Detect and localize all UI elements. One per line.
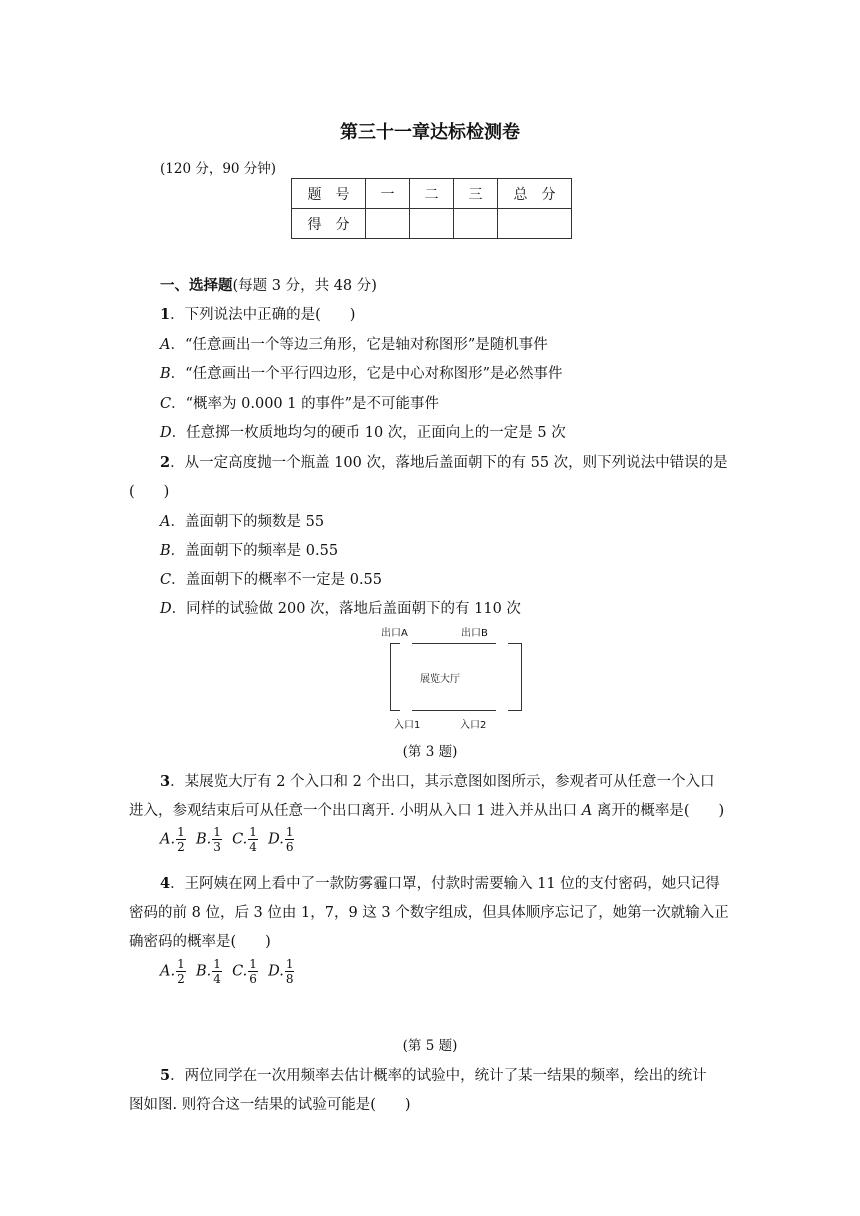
- entrance-1-label: 入口1: [394, 720, 421, 731]
- question-1-option-b: [160, 362, 562, 383]
- score-table-header-row: [292, 179, 572, 209]
- question-text: ．某展览大厅有 2 个入口和 2 个出口，其示意图如图所示，参观者可从任意一个入口: [170, 774, 715, 790]
- math-variable: A: [581, 803, 593, 819]
- fraction-denominator: 2: [177, 840, 185, 854]
- fraction-numerator: 1: [249, 825, 257, 839]
- question-text: 离开的概率是( ): [592, 803, 725, 819]
- exam-meta: (120 分，90 分钟): [160, 161, 277, 177]
- option-letter: D.: [268, 831, 284, 848]
- question-number: 4: [160, 875, 171, 892]
- fraction-numerator: 1: [213, 825, 221, 839]
- score-cell: [366, 209, 410, 239]
- fraction-denominator: 2: [177, 972, 185, 986]
- fraction-numerator: 1: [213, 957, 221, 971]
- option-letter: D.: [268, 963, 284, 980]
- fraction-denominator: 8: [285, 972, 294, 986]
- score-table: [291, 178, 572, 239]
- section-label: 一、选择题: [160, 277, 233, 294]
- option-fraction: [285, 826, 295, 853]
- option-text: ．盖面朝下的频率是 0.55: [170, 543, 339, 559]
- option-fraction: [285, 958, 295, 985]
- score-cell: [498, 209, 572, 239]
- question-2-stem-cont: ( ): [129, 484, 170, 500]
- fraction-numerator: 1: [285, 957, 294, 971]
- section-note: (每题 3 分，共 48 分): [232, 278, 377, 294]
- question-4-stem-cont: 密码的前 8 位，后 3 位由 1，7，9 这 3 个数字组成，但具体顺序忘记了，她第一次就输入正: [129, 905, 729, 921]
- option-fraction: [176, 958, 186, 985]
- exit-b-label: 出口B: [461, 628, 488, 639]
- question-text: 进入，参观结束后可从任意一个出口离开. 小明从入口 1 进入并从出口: [129, 803, 582, 819]
- exit-a-gap: [400, 641, 412, 645]
- question-number: 3: [160, 773, 171, 790]
- option-letter: B.: [195, 963, 212, 980]
- option-letter: B: [160, 543, 171, 559]
- score-header-cell: 一: [366, 179, 410, 209]
- figure-5-caption: (第 5 题): [402, 1038, 458, 1054]
- fraction-denominator: 6: [249, 972, 257, 986]
- question-text: ．两位同学在一次用频率去估计概率的试验中，统计了某一结果的频率，绘出的统计: [170, 1068, 707, 1084]
- option-fraction: [212, 826, 222, 853]
- option-letter: C: [160, 572, 172, 588]
- score-cell: [454, 209, 498, 239]
- option-fraction: [176, 826, 186, 853]
- option-letter: C: [160, 396, 172, 412]
- option-text: ．同样的试验做 200 次，落地后盖面朝下的有 110 次: [171, 601, 521, 617]
- score-header-cell: 三: [454, 179, 498, 209]
- question-3-stem: [160, 770, 714, 791]
- score-table-score-row: [292, 209, 572, 239]
- option-letter: C.: [232, 831, 248, 848]
- option-fraction: [248, 826, 258, 853]
- option-fraction: [248, 958, 258, 985]
- question-1-stem: [160, 303, 355, 324]
- question-4-stem: [160, 872, 720, 893]
- score-row-label: 得 分: [292, 209, 366, 239]
- score-header-cell: 题 号: [292, 179, 366, 209]
- option-letter: B: [160, 366, 171, 382]
- option-text: ．任意掷一枚质地均匀的硬币 10 次，正面向上的一定是 5 次: [171, 425, 566, 441]
- question-3-options: [160, 826, 295, 853]
- exit-a-label: 出口A: [381, 628, 408, 639]
- exit-b-gap: [496, 641, 508, 645]
- entrance-2-label: 入口2: [460, 720, 487, 731]
- question-5-stem-cont: 图如图. 则符合这一结果的试验可能是( ): [129, 1097, 411, 1113]
- question-2-option-a: [160, 510, 324, 531]
- option-text: ．“任意画出一个平行四边形，它是中心对称图形”是必然事件: [170, 366, 563, 382]
- question-text: ．从一定高度抛一个瓶盖 100 次，落地后盖面朝下的有 55 次，则下列说法中错误的是: [170, 455, 728, 471]
- question-4-options: [160, 958, 295, 985]
- option-letter: D: [160, 601, 172, 617]
- question-5-stem: [160, 1064, 707, 1085]
- option-letter: A: [160, 514, 171, 530]
- fraction-denominator: 3: [213, 840, 221, 854]
- option-text: ．“任意画出一个等边三角形，它是轴对称图形”是随机事件: [170, 337, 548, 353]
- hall-label: 展览大厅: [420, 674, 460, 685]
- fraction-numerator: 1: [285, 825, 294, 839]
- question-text: ．下列说法中正确的是( ): [170, 307, 356, 323]
- question-number: 1: [160, 306, 171, 323]
- question-number: 5: [160, 1067, 171, 1084]
- question-3-stem-cont: [129, 799, 724, 820]
- fraction-numerator: 1: [177, 957, 185, 971]
- score-header-cell: 总 分: [498, 179, 572, 209]
- option-text: ．盖面朝下的概率不一定是 0.55: [171, 572, 383, 588]
- question-text: ．王阿姨在网上看中了一款防雾霾口罩，付款时需要输入 11 位的支付密码，她只记得: [170, 876, 720, 892]
- option-letter: B.: [195, 831, 212, 848]
- page-title: 第三十一章达标检测卷: [340, 122, 520, 143]
- question-2-option-b: [160, 539, 338, 560]
- fraction-denominator: 4: [213, 972, 221, 986]
- option-letter: A.: [160, 831, 176, 848]
- question-2-option-c: [160, 568, 382, 589]
- option-text: ．盖面朝下的频数是 55: [170, 514, 325, 530]
- question-2-stem: [160, 451, 728, 472]
- question-1-option-a: [160, 333, 548, 354]
- score-header-cell: 二: [410, 179, 454, 209]
- option-fraction: [212, 958, 222, 985]
- question-1-option-d: [160, 421, 566, 442]
- option-text: ．“概率为 0.000 1 的事件”是不可能事件: [171, 396, 439, 412]
- fraction-denominator: 4: [249, 840, 257, 854]
- question-number: 2: [160, 454, 171, 471]
- fraction-numerator: 1: [177, 825, 185, 839]
- question-1-option-c: [160, 392, 439, 413]
- score-cell: [410, 209, 454, 239]
- option-letter: C.: [232, 963, 248, 980]
- question-4-stem-cont: 确密码的概率是( ): [129, 934, 271, 950]
- section-heading: [160, 274, 377, 295]
- entrance-1-gap: [400, 707, 412, 711]
- option-letter: D: [160, 425, 172, 441]
- option-letter: A.: [160, 963, 176, 980]
- entrance-2-gap: [496, 707, 508, 711]
- fraction-denominator: 6: [285, 840, 294, 854]
- question-2-option-d: [160, 597, 521, 618]
- option-letter: A: [160, 337, 171, 353]
- figure-3-caption: (第 3 题): [402, 744, 458, 760]
- fraction-numerator: 1: [249, 957, 257, 971]
